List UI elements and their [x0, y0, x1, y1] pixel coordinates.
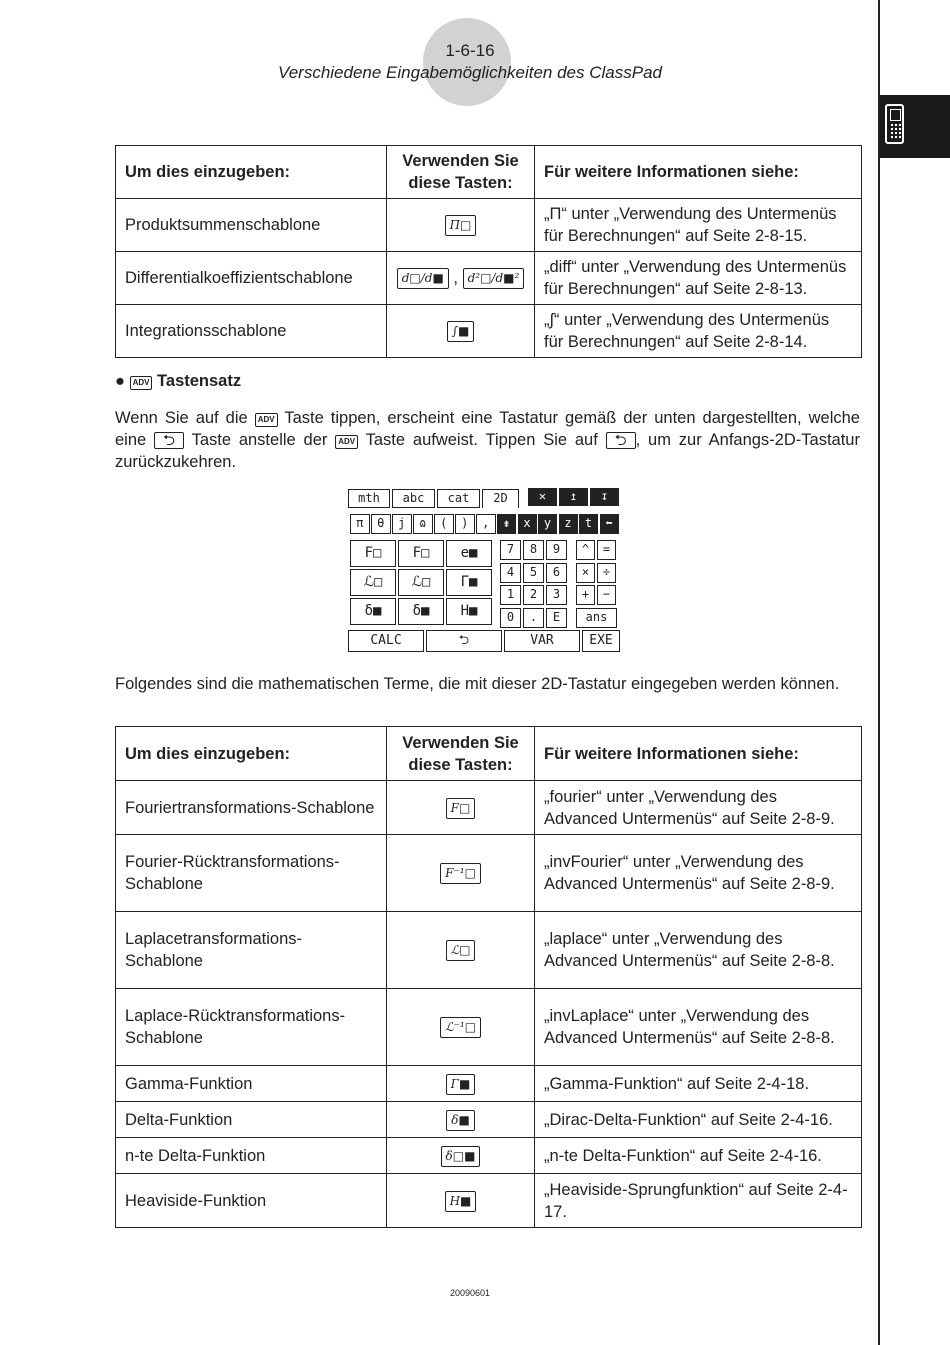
table-row — [116, 912, 862, 989]
term-cell: Heaviside-Funktion — [116, 1174, 387, 1228]
keyboard-symbol-key: π — [350, 514, 370, 534]
term-cell: Fourier-Rücktransformations-Schablone — [116, 835, 387, 912]
back-key-icon: ⮌ — [154, 432, 184, 449]
keyboard-template-key: F□ — [398, 540, 444, 567]
column-header: Um dies einzugeben: — [116, 727, 387, 781]
keyboard-template-key: ℒ□ — [350, 569, 396, 596]
heaviside-key-icon: H■ — [445, 1191, 477, 1212]
term-cell: Laplacetransformations-Schablone — [116, 912, 387, 989]
table-row — [116, 1174, 862, 1228]
key-cell — [387, 781, 535, 835]
keyboard-tab-mth: mth — [348, 489, 390, 508]
2d-keyboard-image — [348, 488, 620, 653]
keyboard-symbol-key: x — [518, 514, 537, 534]
nth-delta-key-icon: δ□■ — [441, 1146, 481, 1167]
reference-cell: „Heaviside-Sprungfunktion“ auf Seite 2-4-17. — [535, 1174, 862, 1228]
keyboard-template-key: δ■ — [350, 598, 396, 625]
key-cell — [387, 1066, 535, 1102]
chapter-tab — [880, 95, 950, 158]
keyboard-number-key: 9 — [546, 540, 567, 560]
back-key-icon: ⮌ — [606, 432, 636, 449]
term-cell: Delta-Funktion — [116, 1102, 387, 1138]
table-row — [116, 1138, 862, 1174]
table-row — [116, 199, 862, 252]
text: Taste tippen, erscheint eine Tastatur gemäß der unten dargestellten, welche eine — [115, 409, 860, 449]
keyboard-control-key: ↥ — [559, 488, 588, 506]
keyboard-symbol-key: t — [579, 514, 598, 534]
table-header-row — [116, 146, 862, 199]
keyboard-number-key: 8 — [523, 540, 544, 560]
delta-key-icon: δ■ — [446, 1110, 475, 1131]
keyboard-symbol-key: ) — [455, 514, 475, 534]
key-cell — [387, 305, 535, 358]
right-margin-rule — [878, 0, 880, 1345]
second-derivative-key-icon: d²□/d■² — [463, 268, 525, 289]
template-table-1 — [115, 145, 862, 358]
reference-cell: „Gamma-Funktion“ auf Seite 2-4-18. — [535, 1066, 862, 1102]
keyboard-template-key: H■ — [446, 598, 492, 625]
table-header-row — [116, 727, 862, 781]
reference-cell: „invFourier“ unter „Verwendung des Advanced Untermenüs“ auf Seite 2-8-9. — [535, 835, 862, 912]
keyboard-bottom-key: CALC — [348, 630, 424, 652]
keyboard-operator-key: = — [597, 540, 616, 560]
laplace-key-icon: ℒ□ — [446, 940, 476, 961]
key-cell — [387, 1138, 535, 1174]
keyboard-control-key: ↧ — [590, 488, 619, 506]
bullet: ● — [115, 372, 125, 390]
reference-cell: „Dirac-Delta-Funktion“ auf Seite 2-4-16. — [535, 1102, 862, 1138]
keyboard-number-key: 2 — [523, 585, 544, 605]
key-cell — [387, 199, 535, 252]
key-cell — [387, 1174, 535, 1228]
table-row — [116, 835, 862, 912]
keyboard-symbol-key: θ — [371, 514, 391, 534]
keyboard-symbol-key: y — [538, 514, 557, 534]
section-title: Tastensatz — [157, 372, 242, 390]
key-cell — [387, 912, 535, 989]
column-header: Verwenden Sie diese Tasten: — [387, 727, 535, 781]
term-cell: Laplace-Rücktransformations-Schablone — [116, 989, 387, 1066]
keyboard-symbol-key: ( — [434, 514, 454, 534]
paragraph: Folgendes sind die mathematischen Terme, die mit dieser 2D-Tastatur eingegeben werden können. — [115, 675, 840, 693]
reference-cell: „diff“ unter „Verwendung des Untermenüs für Berechnungen“ auf Seite 2-8-13. — [535, 252, 862, 305]
keyboard-operator-key: ^ — [576, 540, 595, 560]
keyboard-template-key: F□ — [350, 540, 396, 567]
reference-cell: „Π“ unter „Verwendung des Untermenüs für Berechnungen“ auf Seite 2-8-15. — [535, 199, 862, 252]
keyboard-number-key: 1 — [500, 585, 521, 605]
keyboard-template-key: ℒ□ — [398, 569, 444, 596]
keyboard-number-key: 4 — [500, 563, 521, 583]
term-cell: Differentialkoeffizientschablone — [116, 252, 387, 305]
keyboard-template-key: e■ — [446, 540, 492, 567]
key-cell — [387, 835, 535, 912]
adv-key-icon: ADV — [335, 435, 358, 449]
derivative-key-icon: d□/d■ — [397, 268, 449, 289]
term-cell: Integrationsschablone — [116, 305, 387, 358]
text: Taste aufweist. Tippen Sie auf — [365, 431, 598, 449]
table-row — [116, 1066, 862, 1102]
keyboard-symbol-key: ⬅ — [600, 514, 619, 534]
column-header: Verwenden Sie diese Tasten: — [387, 146, 535, 199]
column-header: Für weitere Informationen siehe: — [535, 727, 862, 781]
fourier-key-icon: F□ — [446, 798, 476, 819]
keyboard-template-key: Γ■ — [446, 569, 492, 596]
keyboard-operator-key: + — [576, 585, 595, 605]
key-cell: d□/d■ , d²□/d■² — [387, 252, 535, 305]
keyboard-operator-key: ÷ — [597, 563, 616, 583]
term-cell: n-te Delta-Funktion — [116, 1138, 387, 1174]
footer-code: 20090601 — [449, 1288, 491, 1298]
keyboard-number-key: . — [523, 608, 544, 628]
calculator-icon — [885, 104, 904, 144]
gamma-key-icon: Γ■ — [446, 1074, 476, 1095]
keyboard-symbol-key: , — [476, 514, 496, 534]
keyboard-bottom-key: EXE — [582, 630, 620, 652]
page-number: 1-6-16 — [445, 41, 495, 60]
text: , um zur Anfangs-2D-Tastatur zurückzukehren. — [115, 431, 860, 471]
keyboard-symbol-key: ⇟ — [497, 514, 516, 534]
keyboard-number-key: 7 — [500, 540, 521, 560]
inverse-fourier-key-icon: F⁻¹□ — [440, 863, 481, 884]
key-cell — [387, 1102, 535, 1138]
reference-cell: „n-te Delta-Funktion“ auf Seite 2-4-16. — [535, 1138, 862, 1174]
section-heading — [115, 372, 241, 391]
keyboard-number-key: E — [546, 608, 567, 628]
key-cell — [387, 989, 535, 1066]
table-row — [116, 1102, 862, 1138]
product-template-key-icon: Π□ — [445, 215, 477, 236]
template-table-2 — [115, 726, 862, 1228]
term-cell: Produktsummenschablone — [116, 199, 387, 252]
table-row — [116, 252, 862, 305]
keyboard-bottom-key: VAR — [504, 630, 580, 652]
table-row — [116, 781, 862, 835]
adv-key-icon: ADV — [130, 376, 153, 390]
keyboard-bottom-key: ⮌ — [426, 630, 502, 652]
adv-key-icon: ADV — [255, 413, 278, 427]
table-row — [116, 305, 862, 358]
term-cell: Gamma-Funktion — [116, 1066, 387, 1102]
keyboard-number-key: 3 — [546, 585, 567, 605]
keyboard-tab-abc: abc — [392, 489, 435, 508]
column-header: Um dies einzugeben: — [116, 146, 387, 199]
keyboard-ans-key: ans — [576, 608, 617, 628]
keyboard-symbol-key: j — [392, 514, 412, 534]
reference-cell: „invLaplace“ unter „Verwendung des Advanced Untermenüs“ auf Seite 2-8-8. — [535, 989, 862, 1066]
keyboard-number-key: 6 — [546, 563, 567, 583]
term-cell: Fouriertransformations-Schablone — [116, 781, 387, 835]
intro-paragraph — [115, 407, 860, 473]
table-row — [116, 989, 862, 1066]
reference-cell: „fourier“ unter „Verwendung des Advanced Untermenüs“ auf Seite 2-8-9. — [535, 781, 862, 835]
keyboard-number-key: 5 — [523, 563, 544, 583]
keyboard-tab-2D: 2D — [482, 489, 519, 508]
column-header: Für weitere Informationen siehe: — [535, 146, 862, 199]
page-subtitle: Verschiedene Eingabemöglichkeiten des ClassPad — [278, 63, 662, 82]
keyboard-operator-key: × — [576, 563, 595, 583]
keyboard-control-key: ✕ — [528, 488, 557, 506]
keyboard-symbol-key: ɷ — [413, 514, 433, 534]
keyboard-tab-cat: cat — [437, 489, 480, 508]
integral-key-icon: ∫■ — [447, 321, 475, 342]
page-number-circle — [423, 18, 511, 106]
reference-cell: „∫“ unter „Verwendung des Untermenüs für Berechnungen“ auf Seite 2-8-14. — [535, 305, 862, 358]
keyboard-operator-key: − — [597, 585, 616, 605]
keyboard-symbol-key: z — [559, 514, 578, 534]
text: Wenn Sie auf die — [115, 409, 248, 427]
inverse-laplace-key-icon: ℒ⁻¹□ — [440, 1017, 481, 1038]
keyboard-template-key: δ■ — [398, 598, 444, 625]
reference-cell: „laplace“ unter „Verwendung des Advanced Untermenüs“ auf Seite 2-8-8. — [535, 912, 862, 989]
text: Taste anstelle der — [191, 431, 328, 449]
keyboard-number-key: 0 — [500, 608, 521, 628]
